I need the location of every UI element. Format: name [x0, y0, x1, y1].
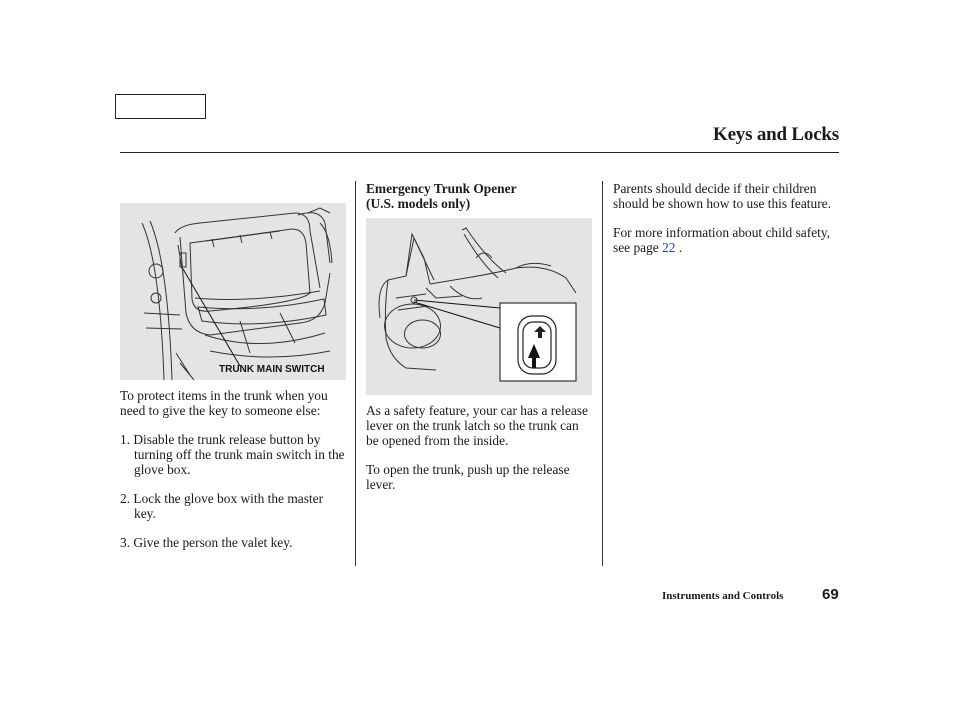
middle-column: [366, 403, 594, 506]
step-item: 3. Give the person the valet key.: [120, 535, 293, 550]
trunk-main-switch-label: TRUNK MAIN SWITCH: [219, 364, 325, 375]
page-number: 69: [822, 586, 839, 603]
column-divider-left: [355, 181, 356, 566]
emergency-opener-heading: [366, 181, 594, 211]
step-item: 2. Lock the glove box with the master key.: [120, 491, 324, 521]
trunk-illustration: [366, 218, 592, 395]
steps-list: [120, 432, 348, 550]
safety-feature-paragraph: As a safety feature, your car has a release lever on the trunk latch so the trunk can be opened from the inside.: [366, 403, 588, 448]
child-safety-suffix: .: [675, 240, 683, 255]
nav-box: [115, 94, 206, 119]
parents-paragraph: Parents should decide if their children should be shown how to use this feature.: [613, 181, 831, 211]
header-rule: [120, 152, 839, 153]
heading-line-1: Emergency Trunk Opener: [366, 181, 517, 196]
glove-box-drawing: [120, 203, 346, 380]
footer-section-name: Instruments and Controls: [662, 590, 784, 602]
child-safety-text: For more information about child safety, see page: [613, 225, 831, 255]
heading-line-2: (U.S. models only): [366, 196, 471, 211]
glove-box-illustration: [120, 203, 346, 380]
trunk-drawing: [366, 218, 592, 395]
child-safety-paragraph: [613, 225, 841, 255]
step-item: 1. Disable the trunk release button by turning off the trunk main switch in the glove box.: [120, 432, 345, 477]
section-title: Keys and Locks: [712, 124, 839, 145]
left-column: [120, 388, 348, 564]
page-22-link[interactable]: 22: [662, 240, 676, 255]
middle-column-heading: [366, 181, 594, 217]
open-trunk-paragraph: To open the trunk, push up the release lever.: [366, 462, 570, 492]
column-divider-right: [602, 181, 603, 566]
intro-paragraph: To protect items in the trunk when you need to give the key to someone else:: [120, 388, 328, 418]
right-column: [613, 181, 841, 269]
